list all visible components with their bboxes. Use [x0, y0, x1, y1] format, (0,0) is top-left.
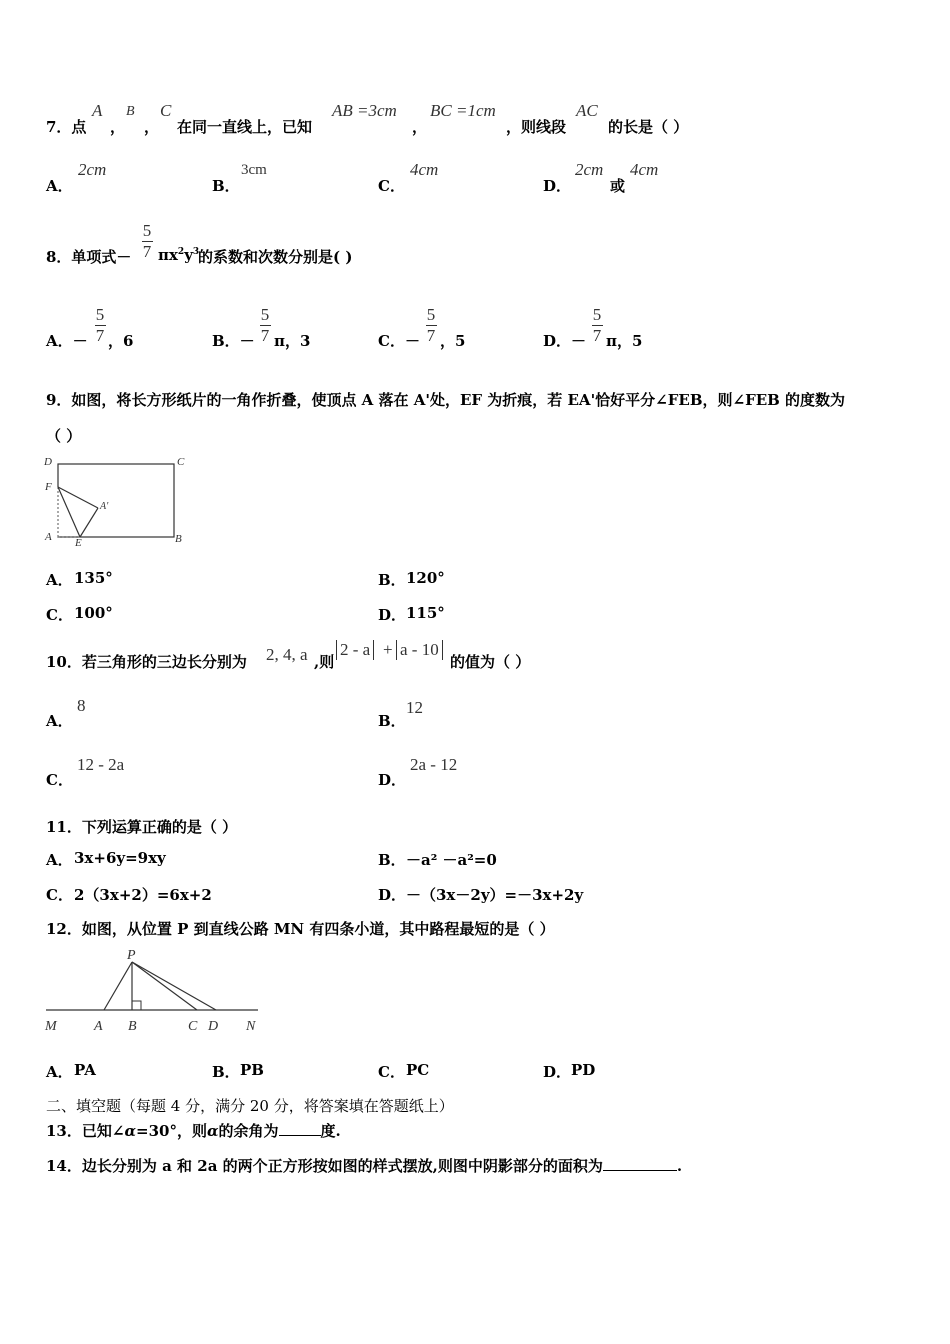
- option-value: 120°: [406, 569, 445, 587]
- option-value: 4cm: [410, 160, 439, 179]
- label-c: C: [188, 1019, 198, 1034]
- section-2-heading: 二、填空题（每题 4 分，满分 20 分，将答案填在答题纸上）: [46, 1097, 454, 1115]
- option-rest: ，5: [440, 332, 466, 350]
- option-value: 115°: [406, 604, 445, 622]
- option-fraction: [258, 305, 272, 346]
- option-fraction: [93, 305, 107, 346]
- q8-term-base: y: [184, 246, 193, 264]
- label-m: M: [45, 1019, 57, 1034]
- q7-text: ，则线段: [506, 118, 567, 136]
- label-a-prime: A': [100, 501, 109, 512]
- q13-text: 13．已知∠: [46, 1122, 125, 1140]
- q7-point-a: A: [92, 101, 103, 120]
- option-value: 2a - 12: [410, 755, 458, 774]
- option-label: B．－: [212, 332, 255, 350]
- option-label: A．: [46, 571, 73, 589]
- segment-fa1: [58, 487, 98, 508]
- option-label: D．: [378, 606, 407, 624]
- q13-text: 的余角为: [218, 1122, 279, 1140]
- label-b: B: [128, 1019, 137, 1034]
- q10-abs-left: 2 - a: [336, 640, 374, 660]
- q7-ac: AC: [576, 101, 598, 120]
- q9-stem: 9．如图，将长方形纸片的一角作折叠，使顶点 A 落在 A'处，EF 为折痕，若 EA'恰好平分∠FEB，则∠FEB 的度数为: [46, 391, 846, 409]
- option-label: A．: [46, 1063, 73, 1081]
- option-value: PD: [571, 1061, 596, 1079]
- label-n: N: [246, 1019, 256, 1034]
- option-label: C．－: [378, 332, 420, 350]
- q7-point-c: C: [160, 101, 172, 120]
- option-value: －（3x－2y）=－3x+2y: [406, 886, 584, 904]
- fraction-denominator: 7: [260, 326, 270, 345]
- q14-text: 14．边长分别为 a 和 2a 的两个正方形按如图的样式摆放,则图中阴影部分的面积为: [46, 1157, 603, 1175]
- q8-term: [158, 246, 199, 264]
- fraction-denominator: 7: [426, 326, 436, 345]
- q8-tail: 的系数和次数分别是( ): [198, 248, 353, 266]
- q14-answer-blank[interactable]: [603, 1170, 677, 1171]
- option-label: D．－: [543, 332, 587, 350]
- option-value: PC: [406, 1061, 430, 1079]
- path-pd: [132, 962, 216, 1010]
- q10-abs-right: a - 10: [396, 640, 443, 660]
- q7-sep: ，: [144, 118, 160, 136]
- option-value: PB: [240, 1061, 264, 1079]
- option-value: 8: [77, 696, 86, 715]
- option-rest: π，3: [274, 332, 311, 350]
- q8-number: 8．单项式－: [46, 248, 132, 266]
- q13-text: =30°，则: [136, 1122, 207, 1140]
- option-value: 2cm: [575, 160, 604, 179]
- q13-tail: 度.: [320, 1122, 341, 1140]
- option-value: －a² －a²=0: [406, 851, 497, 869]
- q7-number: 7．点: [46, 118, 87, 136]
- q10-sides: 2, 4, a: [266, 645, 308, 664]
- option-value: PA: [74, 1061, 96, 1079]
- q11-title: 11．下列运算正确的是（ ）: [46, 818, 238, 836]
- q7-tail: 的长是（ ）: [608, 118, 689, 136]
- option-label: D．: [543, 177, 572, 195]
- question-13: [46, 1120, 341, 1141]
- option-label: A．: [46, 712, 73, 730]
- q13-alpha: α: [124, 1122, 136, 1140]
- q10-text: ,则: [314, 653, 335, 671]
- q10-plus: +: [383, 640, 393, 659]
- label-a: A: [45, 531, 52, 543]
- q8-term-base: πx: [158, 246, 178, 264]
- right-angle-mark: [132, 1001, 141, 1010]
- option-label: A．: [46, 177, 73, 195]
- label-d: D: [44, 456, 52, 468]
- q7-point-b: B: [126, 104, 135, 119]
- option-or: 或: [610, 177, 626, 195]
- option-value: 12 - 2a: [77, 755, 125, 774]
- fraction-numerator: 5: [592, 305, 602, 324]
- option-fraction: [424, 305, 438, 346]
- fraction-numerator: 5: [260, 305, 270, 324]
- q9-rectangle-figure: [42, 452, 192, 547]
- segment-ea1: [80, 508, 98, 537]
- label-f: F: [45, 481, 52, 493]
- option-value: 3cm: [241, 162, 267, 178]
- option-label: C．: [46, 771, 73, 789]
- option-label: A．: [46, 851, 73, 869]
- fraction-numerator: 5: [95, 305, 105, 324]
- option-fraction: [590, 305, 604, 346]
- option-label: B．: [212, 1063, 240, 1081]
- option-value: 12: [406, 698, 423, 717]
- fraction-numerator: 5: [142, 221, 152, 240]
- option-label: B．: [212, 177, 240, 195]
- q7-sep: ，: [110, 118, 126, 136]
- label-b: B: [175, 533, 182, 545]
- option-value: 100°: [74, 604, 113, 622]
- q7-sep: ，: [412, 118, 428, 136]
- path-pa: [104, 962, 132, 1010]
- option-label: B．: [378, 851, 406, 869]
- q12-road-figure: [42, 942, 272, 1037]
- path-pc: [132, 962, 197, 1010]
- option-label: B．: [378, 571, 406, 589]
- label-d: D: [208, 1019, 219, 1034]
- label-c: C: [177, 456, 185, 468]
- option-label: B．: [378, 712, 406, 730]
- q8-sup: 3: [192, 247, 200, 257]
- label-e: E: [75, 537, 82, 547]
- fraction-denominator: 7: [95, 326, 105, 345]
- option-rest: ，6: [108, 332, 134, 350]
- question-14: [46, 1155, 682, 1176]
- option-value: 2cm: [78, 160, 107, 179]
- option-label: C．: [378, 1063, 405, 1081]
- q8-fraction: [140, 221, 154, 262]
- q12-title: 12．如图，从位置 P 到直线公路 MN 有四条小道，其中路程最短的是（ ）: [46, 920, 555, 938]
- q13-alpha: α: [206, 1122, 219, 1140]
- q7-bc: BC =1cm: [430, 101, 496, 120]
- option-label: D．: [543, 1063, 572, 1081]
- option-label: D．: [378, 771, 407, 789]
- option-label: C．: [46, 606, 73, 624]
- q14-tail: .: [676, 1157, 683, 1175]
- label-p: P: [127, 948, 136, 963]
- option-value: 135°: [74, 569, 113, 587]
- q7-text: 在同一直线上，已知: [177, 118, 313, 136]
- option-value: 3x+6y=9xy: [74, 849, 166, 867]
- option-rest: π，5: [606, 332, 643, 350]
- q10-tail: 的值为（ ）: [450, 653, 531, 671]
- option-label: D．: [378, 886, 407, 904]
- q9-stem-tail: （ ）: [46, 427, 82, 445]
- q10-number: 10．若三角形的三边长分别为: [46, 653, 247, 671]
- q13-answer-blank[interactable]: [279, 1135, 321, 1136]
- label-a: A: [94, 1019, 103, 1034]
- crease-ef: [58, 487, 80, 537]
- fraction-numerator: 5: [426, 305, 436, 324]
- fraction-denominator: 7: [142, 242, 152, 261]
- q7-ab: AB =3cm: [332, 101, 397, 120]
- option-value: 2（3x+2）=6x+2: [74, 886, 212, 904]
- fraction-denominator: 7: [592, 326, 602, 345]
- option-label: C．: [378, 177, 405, 195]
- q8-sup: 2: [177, 247, 185, 257]
- option-label: A．－: [46, 332, 88, 350]
- option-value: 4cm: [630, 160, 659, 179]
- option-label: C．: [46, 886, 73, 904]
